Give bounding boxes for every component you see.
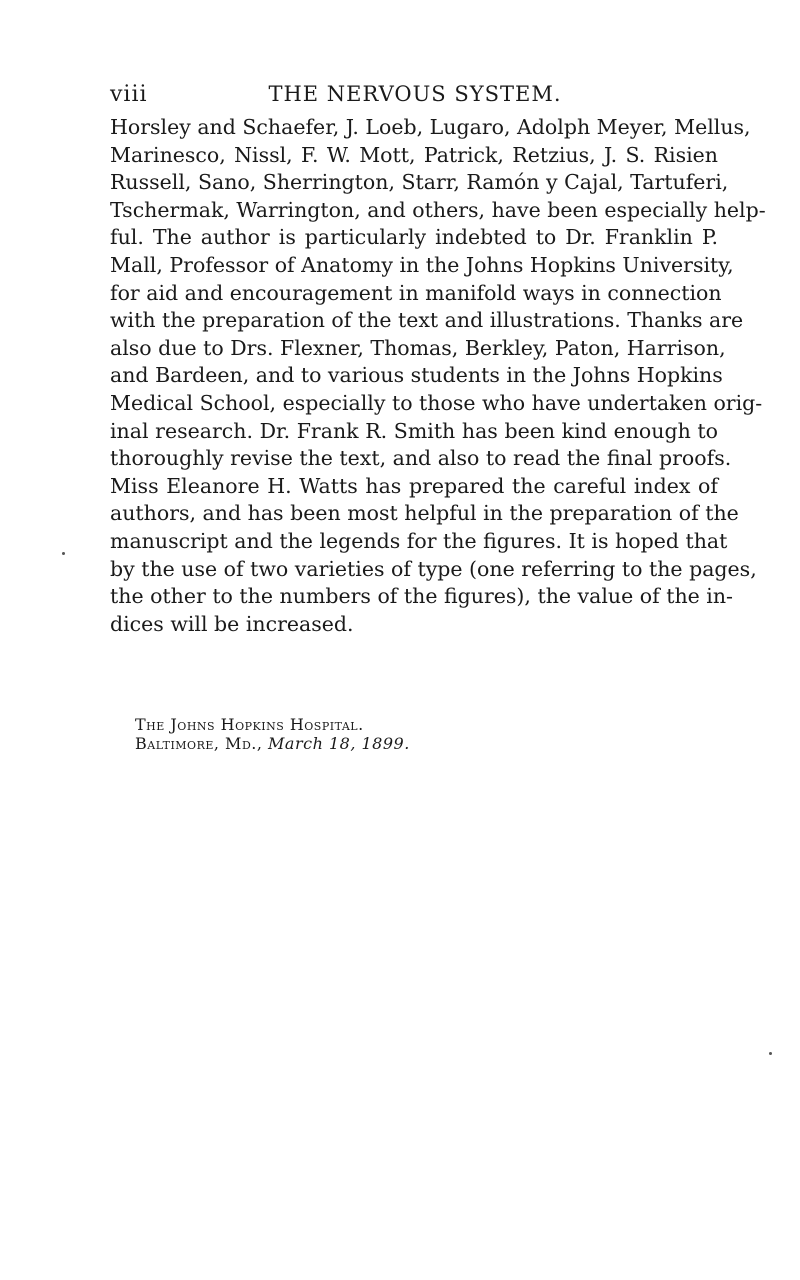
text-line: Medical School, especially to those who have undertaken orig- bbox=[110, 390, 763, 415]
text-line: also due to Drs. Flexner, Thomas, Berkley, Paton, Harrison, bbox=[110, 335, 726, 360]
signoff-place: Baltimore, Md., bbox=[135, 734, 263, 753]
text-line: ful. The author is particularly indebted to Dr. Franklin P. bbox=[110, 225, 718, 250]
text-line: thoroughly revise the text, and also to read the final proofs. bbox=[110, 446, 732, 471]
running-title: THE NERVOUS SYSTEM. bbox=[268, 82, 562, 106]
text-line: the other to the numbers of the figures), the value of the in- bbox=[110, 584, 733, 609]
text-line: Russell, Sano, Sherrington, Starr, Ramón y Cajal, Tartuferi, bbox=[110, 170, 729, 195]
signoff-date: March 18, 1899. bbox=[268, 734, 410, 753]
page-number: viii bbox=[110, 82, 148, 107]
running-head bbox=[110, 82, 720, 112]
signoff-institution: The Johns Hopkins Hospital. bbox=[135, 715, 364, 734]
text-line: Mall, Professor of Anatomy in the Johns Hopkins University, bbox=[110, 252, 734, 277]
signoff-place-date bbox=[135, 734, 410, 753]
text-line: Marinesco, Nissl, F. W. Mott, Patrick, Retzius, J. S. Risien bbox=[110, 142, 718, 167]
text-line: Tschermak, Warrington, and others, have been especially help- bbox=[110, 197, 766, 222]
text-line: inal research. Dr. Frank R. Smith has been kind enough to bbox=[110, 418, 718, 443]
text-line: dices will be increased. bbox=[110, 611, 354, 636]
text-line: by the use of two varieties of type (one referring to the pages, bbox=[110, 556, 757, 581]
signoff bbox=[135, 715, 410, 753]
text-line: with the preparation of the text and illustrations. Thanks are bbox=[110, 308, 744, 333]
text-line: Horsley and Schaefer, J. Loeb, Lugaro, Adolph Meyer, Mellus, bbox=[110, 115, 751, 139]
text-line: for aid and encouragement in manifold ways in connection bbox=[110, 280, 722, 305]
text-line: and Bardeen, and to various students in the Johns Hopkins bbox=[110, 363, 723, 388]
paper-speck bbox=[62, 552, 65, 555]
preface-paragraph bbox=[110, 114, 766, 638]
text-line: Miss Eleanore H. Watts has prepared the careful index of bbox=[110, 473, 718, 498]
text-line: manuscript and the legends for the figures. It is hoped that bbox=[110, 528, 728, 553]
text-line: authors, and has been most helpful in the preparation of the bbox=[110, 501, 739, 526]
paper-speck bbox=[769, 1052, 772, 1055]
